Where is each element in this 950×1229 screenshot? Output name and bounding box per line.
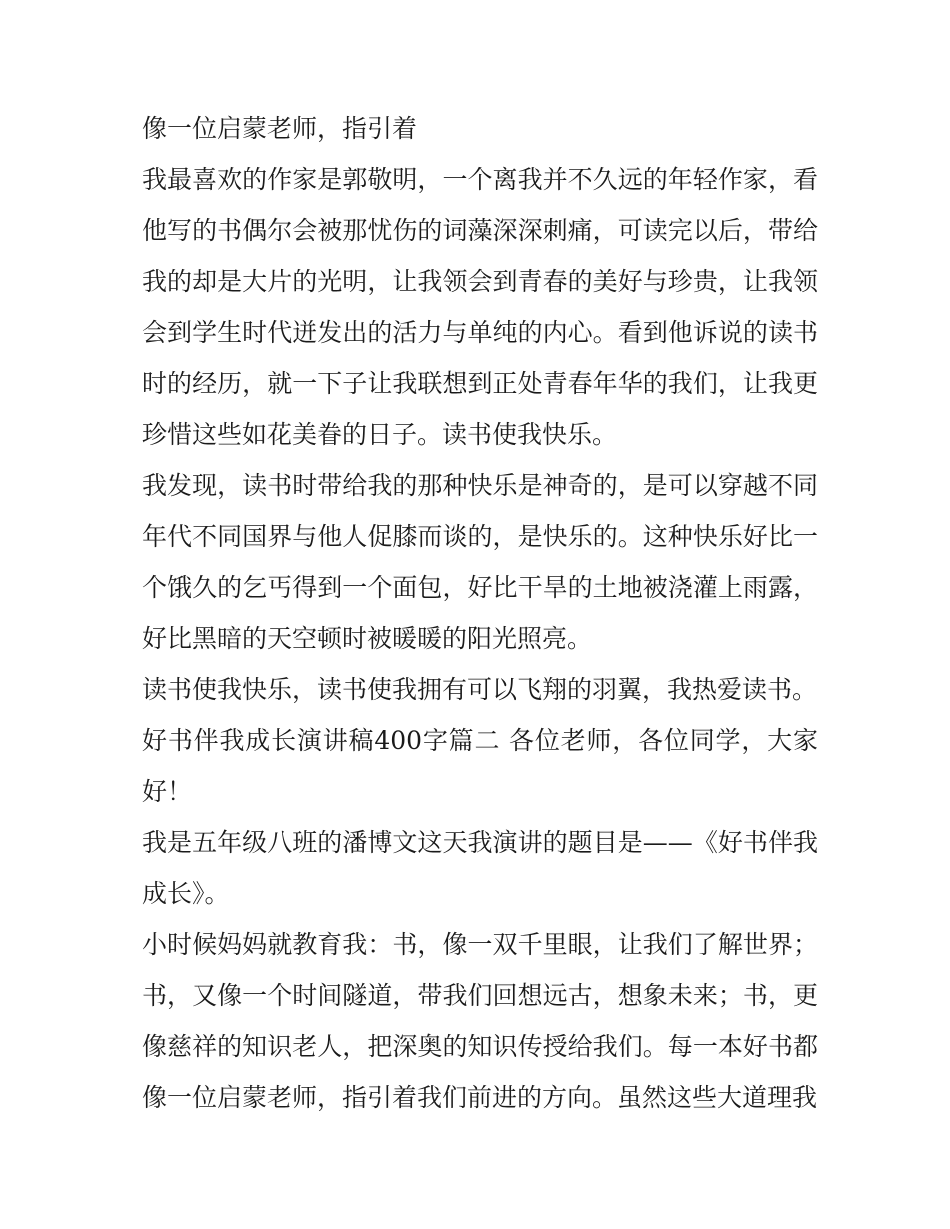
- document-body: [142, 103, 818, 1123]
- paragraph-4: 读书使我快乐，读书使我拥有可以飞翔的羽翼，我热爱读书。: [142, 675, 818, 704]
- paragraph-7: 小时候妈妈就教育我：书，像一双千里眼，让我们了解世界；书，又像一个时间隧道，带我们回想远古，想象未来；书，更像慈祥的知识老人，把深奥的知识传授给我们。每一本好书都像一位启蒙老师，指引着我们前进的方向。虽然这些大道理我: [142, 930, 818, 1112]
- paragraph-5: 好书伴我成长演讲稿400字篇二 各位老师，各位同学，大家好！: [142, 726, 818, 806]
- paragraph-6: 我是五年级八班的潘博文这天我演讲的题目是——《好书伴我成长》。: [142, 828, 818, 908]
- paragraph-1: 像一位启蒙老师，指引着: [142, 114, 418, 143]
- paragraph-2: 我最喜欢的作家是郭敬明，一个离我并不久远的年轻作家，看他写的书偶尔会被那忧伤的词藻深深刺痛，可读完以后，带给我的却是大片的光明，让我领会到青春的美好与珍贵，让我领会到学生时代迸发出的活力与单纯的内心。看到他诉说的读书时的经历，就一下子让我联想到正处青春年华的我们，让我更珍惜这些如花美眷的日子。读书使我快乐。: [142, 165, 818, 449]
- paragraph-3: 我发现，读书时带给我的那种快乐是神奇的，是可以穿越不同年代不同国界与他人促膝而谈的，是快乐的。这种快乐好比一个饿久的乞丐得到一个面包，好比干旱的土地被浇灌上雨露，好比黑暗的天空顿时被暖暖的阳光照亮。: [142, 471, 818, 653]
